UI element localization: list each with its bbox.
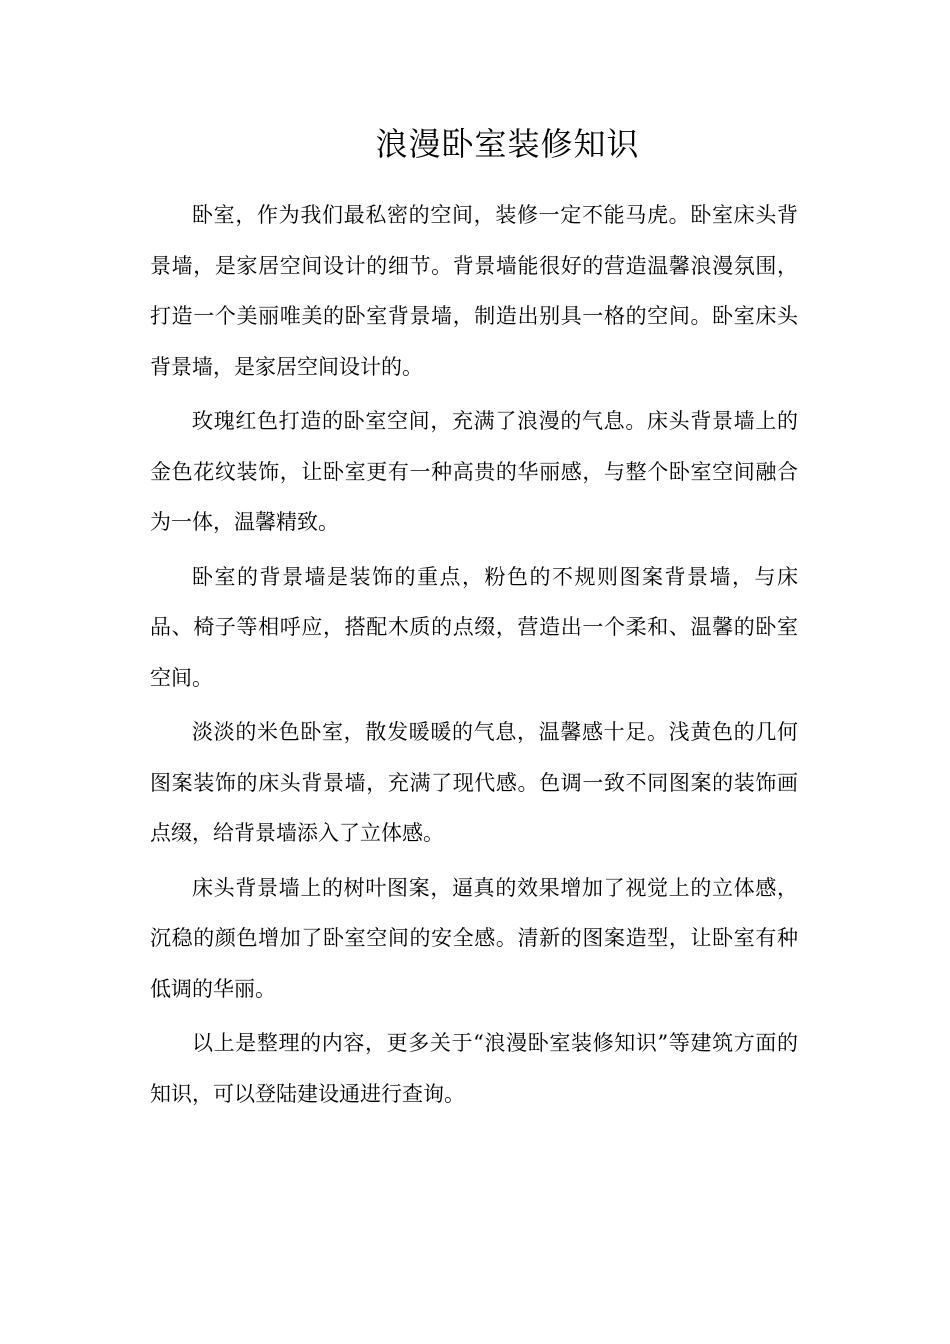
paragraph-closing: 以上是整理的内容，更多关于“浪漫卧室装修知识”等建筑方面的知识，可以登陆建设通进行查询。: [150, 1031, 798, 1106]
document-title: 浪漫卧室装修知识: [375, 125, 640, 163]
paragraph-rose-red: 玫瑰红色打造的卧室空间，充满了浪漫的气息。床头背景墙上的金色花纹装饰，让卧室更有一种高贵的华丽感，与整个卧室空间融合为一体，温馨精致。: [150, 409, 798, 534]
paragraph-pink-pattern: 卧室的背景墙是装饰的重点，粉色的不规则图案背景墙，与床品、椅子等相呼应，搭配木质的点缀，营造出一个柔和、温馨的卧室空间。: [150, 564, 798, 690]
paragraph-leaf-pattern: 床头背景墙上的树叶图案，逼真的效果增加了视觉上的立体感，沉稳的颜色增加了卧室空间的安全感。清新的图案造型，让卧室有种低调的华丽。: [150, 875, 798, 1001]
paragraph-beige: 淡淡的米色卧室，散发暖暖的气息，温馨感十足。浅黄色的几何图案装饰的床头背景墙，充满了现代感。色调一致不同图案的装饰画点缀，给背景墙添入了立体感。: [150, 720, 798, 845]
paragraph-intro: 卧室，作为我们最私密的空间，装修一定不能马虎。卧室床头背景墙，是家居空间设计的细节。背景墙能很好的营造温馨浪漫氛围，打造一个美丽唯美的卧室背景墙，制造出别具一格的空间。卧室床头背景墙，是家居空间设计的。: [150, 203, 798, 379]
document-body: [150, 190, 798, 1123]
